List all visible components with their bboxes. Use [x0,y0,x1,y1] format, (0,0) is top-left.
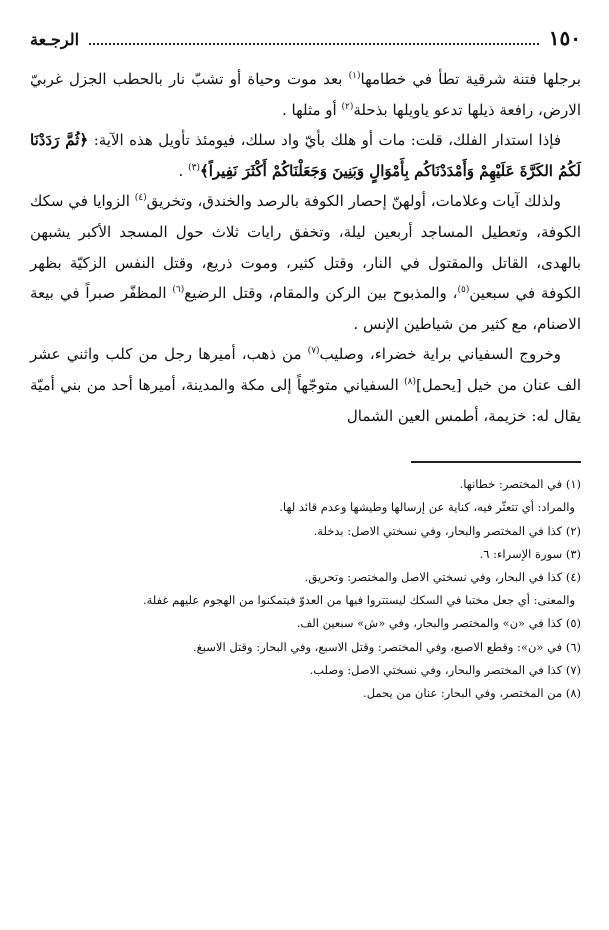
text-run: . [178,161,189,180]
text-run: السفياني متوجّهاً إلى مكة والمدينة، أميرها أحد من بني أميّة يقال له: خزيمة، أطمس العين الشمال [30,375,581,425]
footnote-7: (٧) كذا في المختصر والبحار، وفي نسختي الاصل: وصلب. [309,662,581,677]
footnote-8: (٨) من المختصر، وفي البحار: عنان من يحمل. [363,685,581,700]
footnote-4: (٤) كذا في البحار، وفي نسختي الاصل والمختصر: وتحريق. [304,569,581,584]
footnote-6: (٦) في «ن»: وقطع الاصبع، وفي المختصر: وقتل الاسبع، وفي البحار: وقتل الاسبغ. [193,639,581,654]
footnote-ref-6[interactable]: (٦) [172,285,185,296]
main-text [30,64,581,431]
text-run: ، والمذبوح بين الركن والمقام، وقتل الرضيع [184,284,458,303]
footnote-ref-1[interactable]: (١) [348,71,361,81]
footnote-ref-3[interactable]: (٣) [188,162,200,173]
footnote-1-note: والمراد: أي تتعثّر فيه، كناية عن إرسالها وطيشها وعدم قائد لها. [279,500,575,515]
footnote-ref-4[interactable]: (٤) [134,193,147,204]
paragraph-4 [30,339,581,431]
text-run: بعد موت وحياة أو تشبّ نار بالحطب الجزل غربيّ الارض، رافعة ذيلها تدعو ياويلها بذحلة [30,70,581,119]
quran-verse: ﴿ثُمَّ رَدَدْنَا لَكُمُ الكَرَّةَ عَلَيْهِمْ وَأَمْدَدْنَاكُم بِأَمْوَالٍ وَبَنِينَ وَجَعَلْنَاكُمْ أَكْثَرَ نَفِيراً﴾ [30,131,581,180]
footnote-4-note: والمعنى: أي جعل مختبا في السكك ليستتروا فيها من العدوّ فيتمكنوا من الهجوم عليهم غفلة. [142,593,575,608]
text-run: أو مثلها . [281,100,342,119]
footnote-3: (٣) سورة الإسراء: ٦. [479,546,581,561]
footnote-1: (١) في المختصر: خطانها. [459,477,581,492]
paragraph-1 [30,64,581,125]
page-header [30,26,581,60]
footnotes [30,473,581,705]
footnote-2: (٢) كذا في المختصر والبحار، وفي نسختي الاصل: بدخلة. [313,523,581,538]
text-run: المظفّر صبراً في بيعة الاصنام، مع كثير من شياطين الإنس . [30,284,581,333]
paragraph-3 [30,186,581,339]
text-run: وخروج السفياني براية خضراء، وصليب [319,345,561,364]
text-run: برجلها فتنة شرقية تطأ في خطامها [360,70,581,88]
header-dotted-leader [89,31,539,45]
footnote-5: (٥) كذا في «ن» والمختصر والبحار، وفي «ش» سبعين الف. [296,616,581,631]
text-run: من ذهب، أميرها رجل من كلب واثني عشر الف عنان من خيل [يحمل] [30,345,582,394]
text-run: الزوايا في سكك الكوفة، وتعطيل المساجد أربعين ليلة، وتخفق رايات ثلاث حول المسجد الأكبر يشبهن بالهدى، القاتل والمقتول في النار، وقتل كثير، وموت ذريع، وقتل النفس الزكيّة بظهر الكوفة في سبعين [30,192,582,303]
page-number: ١٥٠ [548,26,581,50]
footnote-ref-2[interactable]: (٢) [341,101,354,112]
text-run: فإذا استدار الفلك، قلت: مات أو هلك بأيّ واد سلك، فيومئذ تأويل هذه الآية: [88,131,561,150]
footnote-ref-7[interactable]: (٧) [307,346,320,357]
running-title: الرجـعة [30,30,80,49]
text-run: ولذلك آيات وعلامات، أولهنّ إحصار الكوفة بالرصد والخندق، وتخريق [146,192,561,211]
footnote-separator [411,461,581,463]
paragraph-2 [30,125,581,186]
footnote-ref-5[interactable]: (٥) [457,285,470,296]
footnote-ref-8[interactable]: (٨) [404,376,417,387]
